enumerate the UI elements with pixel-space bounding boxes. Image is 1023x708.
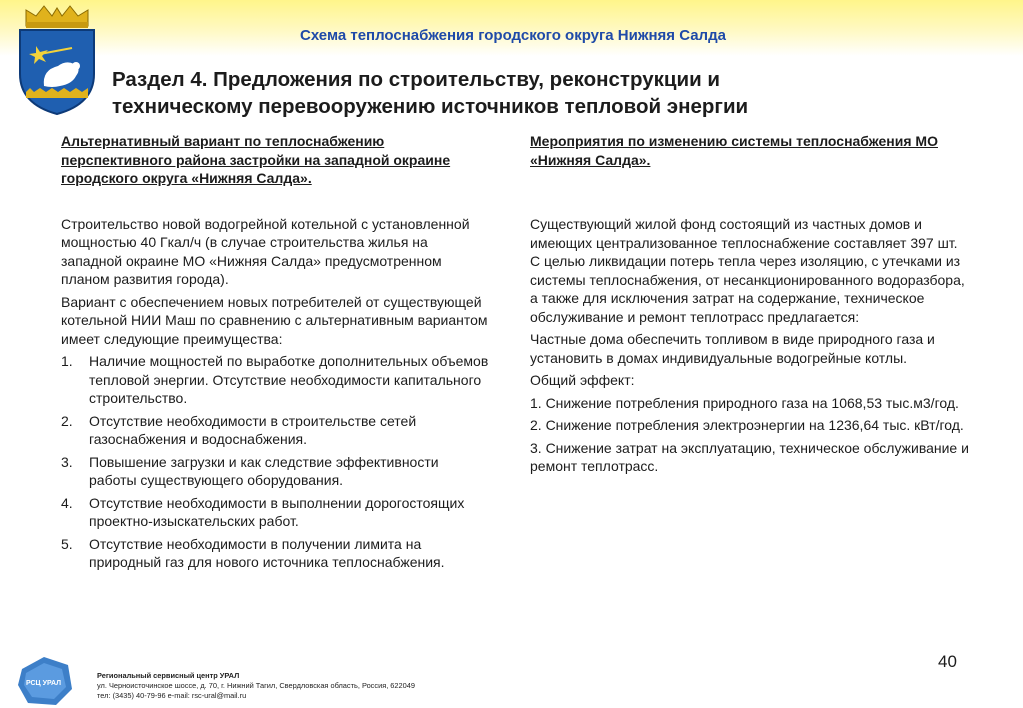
effect-item: 1. Снижение потребления природного газа на 1068,53 тыс.м3/год. xyxy=(530,394,959,411)
right-column xyxy=(530,132,970,480)
right-column-heading: Мероприятия по изменению системы теплоснабжения МО «Нижняя Салда». xyxy=(530,133,938,168)
left-column-heading: Альтернативный вариант по теплоснабжению перспективного района застройки на западной окраине городского округа «Нижняя Салда». xyxy=(61,133,451,186)
footer-address: ул. Черноисточинское шоссе, д. 70, г. Нижний Тагил, Свердловская область, Россия, 622049 xyxy=(97,681,415,690)
page-number: 40 xyxy=(938,652,957,671)
advantage-number: 5. xyxy=(61,535,73,552)
left-column xyxy=(61,132,489,576)
advantage-number: 4. xyxy=(61,494,73,511)
advantage-text: Отсутствие необходимости в строительстве сетей газоснабжения и водоснабжения. xyxy=(89,412,417,447)
advantage-number: 2. xyxy=(61,412,73,429)
effect-heading: Общий эффект: xyxy=(530,372,635,388)
section-title-line: Раздел 4. Предложения по строительству, реконструкции и xyxy=(112,68,720,91)
rsc-ural-logo-icon xyxy=(16,655,74,707)
left-paragraph: Строительство новой водогрейной котельной с установленной мощностью 40 Гкал/ч (в случае строительства жилья на западной окраине МО «Нижняя Салда» предусмотренном планом развития города). xyxy=(61,215,470,287)
logo-text: РСЦ УРАЛ xyxy=(26,680,62,687)
footer-org-name: Региональный сервисный центр УРАЛ xyxy=(97,671,240,680)
document-header-title: Схема теплоснабжения городского округа Нижняя Салда xyxy=(300,27,726,44)
advantage-number: 3. xyxy=(61,453,73,470)
advantage-item xyxy=(61,352,489,408)
advantage-item xyxy=(61,453,489,490)
left-paragraph: Вариант с обеспечением новых потребителей от существующей котельной НИИ Маш по сравнению с альтернативным вариантом имеет следующие преимущества: xyxy=(61,293,488,347)
advantage-text: Отсутствие необходимости в выполнении дорогостоящих проектно-изыскательских работ. xyxy=(89,494,465,529)
footer-contacts xyxy=(97,671,415,701)
right-paragraph: Существующий жилой фонд состоящий из частных домов и имеющих централизованное теплоснабжение составляет 397 шт. С целью ликвидации потерь тепла через изоляцию, с утечками из системы теплоснабжения, от несанкционированного водоразбора, а также для исключения затрат на содержание, техническое обслуживание и ремонт теплотрасс предлагается: xyxy=(530,216,965,325)
effect-item: 3. Снижение затрат на эксплуатацию, техническое обслуживание и ремонт теплотрасс. xyxy=(530,439,969,474)
advantage-text: Повышение загрузки и как следствие эффективности работы существующего оборудования. xyxy=(89,453,439,488)
city-coat-of-arms-icon xyxy=(14,4,100,116)
advantage-text: Наличие мощностей по выработке дополнительных объемов тепловой энергии. Отсутствие необходимости капитального строительство. xyxy=(89,353,489,406)
advantage-item xyxy=(61,535,489,572)
footer-contact-line: тел: (3435) 40-79-96 e-mail: rsc-ural@mail.ru xyxy=(97,691,247,700)
effect-item: 2. Снижение потребления электроэнергии на 1236,64 тыс. кВт/год. xyxy=(530,417,964,433)
advantage-number: 1. xyxy=(61,353,73,369)
advantage-item xyxy=(61,412,489,449)
advantage-item xyxy=(61,494,489,531)
section-title-line: техническому перевооружению источников тепловой энергии xyxy=(112,95,749,118)
advantage-text: Отсутствие необходимости в получении лимита на природный газ для нового источника теплоснабжения. xyxy=(89,535,445,570)
right-paragraph: Частные дома обеспечить топливом в виде природного газа и установить в домах индивидуальные водогрейные котлы. xyxy=(530,331,935,366)
section-title xyxy=(112,66,1002,120)
